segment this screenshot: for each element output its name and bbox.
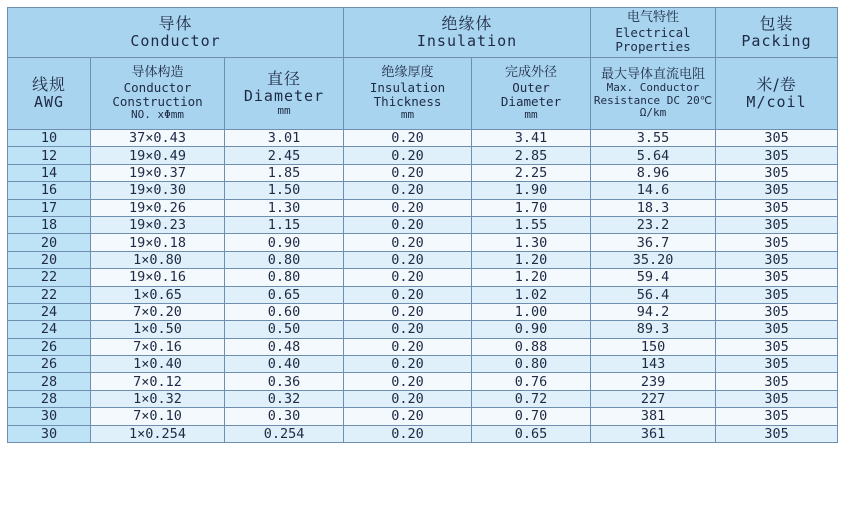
table-row bbox=[8, 373, 838, 390]
group-header-row bbox=[8, 8, 838, 58]
resistance-cell: 56.4 bbox=[591, 286, 716, 303]
thickness-en-2: Thickness bbox=[373, 93, 442, 109]
diameter-cell: 1.50 bbox=[225, 182, 344, 199]
coil-cell: 305 bbox=[716, 216, 838, 233]
thickness-cell: 0.20 bbox=[344, 303, 472, 320]
awg-cell: 30 bbox=[8, 425, 91, 442]
construction-cell: 19×0.18 bbox=[91, 234, 225, 251]
conductor-zh: 导体 bbox=[158, 14, 193, 34]
electrical-en-2: Properties bbox=[615, 38, 691, 54]
column-header-row bbox=[8, 58, 838, 130]
outer-diameter-cell: 1.70 bbox=[472, 199, 591, 216]
resistance-cell: 14.6 bbox=[591, 182, 716, 199]
thickness-en-1: Insulation bbox=[369, 79, 446, 95]
table-row bbox=[8, 303, 838, 320]
thickness-cell: 0.20 bbox=[344, 216, 472, 233]
resistance-cell: 8.96 bbox=[591, 164, 716, 181]
diameter-cell: 0.254 bbox=[225, 425, 344, 442]
resistance-cell: 381 bbox=[591, 408, 716, 425]
outer-en-2: Diameter bbox=[500, 93, 562, 109]
outer-diameter-cell: 1.20 bbox=[472, 251, 591, 268]
spec-table-container bbox=[7, 7, 837, 443]
construction-cell: 37×0.43 bbox=[91, 130, 225, 147]
diameter-en: Diameter bbox=[243, 86, 325, 105]
outer-diameter-header bbox=[472, 58, 591, 130]
table-row bbox=[8, 130, 838, 147]
construction-header bbox=[91, 58, 225, 130]
diameter-cell: 0.32 bbox=[225, 390, 344, 407]
outer-diameter-cell: 3.41 bbox=[472, 130, 591, 147]
outer-diameter-cell: 1.30 bbox=[472, 234, 591, 251]
coil-cell: 305 bbox=[716, 251, 838, 268]
diameter-cell: 1.30 bbox=[225, 199, 344, 216]
thickness-cell: 0.20 bbox=[344, 425, 472, 442]
awg-cell: 30 bbox=[8, 408, 91, 425]
construction-en-1: Conductor bbox=[123, 79, 192, 95]
wire-spec-table bbox=[7, 7, 838, 443]
resistance-en-1: Max. Conductor bbox=[606, 81, 700, 95]
diameter-cell: 0.80 bbox=[225, 251, 344, 268]
coil-cell: 305 bbox=[716, 373, 838, 390]
diameter-cell: 0.90 bbox=[225, 234, 344, 251]
thickness-cell: 0.20 bbox=[344, 234, 472, 251]
outer-zh: 完成外径 bbox=[505, 65, 558, 81]
table-row bbox=[8, 408, 838, 425]
coil-header bbox=[716, 58, 838, 130]
construction-cell: 7×0.20 bbox=[91, 303, 225, 320]
construction-cell: 7×0.12 bbox=[91, 373, 225, 390]
coil-cell: 305 bbox=[716, 286, 838, 303]
outer-diameter-cell: 1.02 bbox=[472, 286, 591, 303]
coil-cell: 305 bbox=[716, 321, 838, 338]
thickness-cell: 0.20 bbox=[344, 199, 472, 216]
outer-diameter-cell: 1.55 bbox=[472, 216, 591, 233]
diameter-cell: 1.15 bbox=[225, 216, 344, 233]
coil-cell: 305 bbox=[716, 303, 838, 320]
construction-cell: 7×0.16 bbox=[91, 338, 225, 355]
construction-cell: 1×0.40 bbox=[91, 356, 225, 373]
resistance-zh: 最大导体直流电阻 bbox=[601, 66, 706, 82]
construction-cell: 7×0.10 bbox=[91, 408, 225, 425]
thickness-cell: 0.20 bbox=[344, 130, 472, 147]
conductor-group-header bbox=[8, 8, 344, 58]
coil-cell: 305 bbox=[716, 356, 838, 373]
thickness-cell: 0.20 bbox=[344, 390, 472, 407]
outer-diameter-cell: 1.20 bbox=[472, 269, 591, 286]
construction-cell: 19×0.23 bbox=[91, 216, 225, 233]
resistance-cell: 23.2 bbox=[591, 216, 716, 233]
table-row bbox=[8, 164, 838, 181]
table-row bbox=[8, 356, 838, 373]
coil-cell: 305 bbox=[716, 234, 838, 251]
awg-cell: 24 bbox=[8, 321, 91, 338]
packing-zh: 包装 bbox=[759, 14, 794, 34]
outer-diameter-cell: 2.85 bbox=[472, 147, 591, 164]
resistance-cell: 150 bbox=[591, 338, 716, 355]
outer-diameter-cell: 0.88 bbox=[472, 338, 591, 355]
coil-cell: 305 bbox=[716, 182, 838, 199]
outer-diameter-cell: 1.00 bbox=[472, 303, 591, 320]
thickness-cell: 0.20 bbox=[344, 286, 472, 303]
awg-cell: 24 bbox=[8, 303, 91, 320]
packing-group-header bbox=[716, 8, 838, 58]
construction-cell: 19×0.30 bbox=[91, 182, 225, 199]
diameter-cell: 0.65 bbox=[225, 286, 344, 303]
thickness-cell: 0.20 bbox=[344, 321, 472, 338]
resistance-cell: 239 bbox=[591, 373, 716, 390]
thickness-cell: 0.20 bbox=[344, 269, 472, 286]
coil-cell: 305 bbox=[716, 408, 838, 425]
construction-zh: 导体构造 bbox=[131, 65, 184, 81]
thickness-unit: mm bbox=[400, 107, 415, 121]
outer-unit: mm bbox=[524, 107, 538, 121]
table-row bbox=[8, 182, 838, 199]
outer-diameter-cell: 0.90 bbox=[472, 321, 591, 338]
construction-cell: 19×0.49 bbox=[91, 147, 225, 164]
awg-cell: 16 bbox=[8, 182, 91, 199]
awg-header bbox=[8, 58, 91, 130]
awg-cell: 26 bbox=[8, 356, 91, 373]
diameter-cell: 1.85 bbox=[225, 164, 344, 181]
table-row bbox=[8, 251, 838, 268]
outer-diameter-cell: 0.70 bbox=[472, 408, 591, 425]
diameter-cell: 0.80 bbox=[225, 269, 344, 286]
resistance-cell: 5.64 bbox=[591, 147, 716, 164]
awg-cell: 22 bbox=[8, 269, 91, 286]
electrical-en-1: Electrical bbox=[615, 24, 691, 40]
thickness-cell: 0.20 bbox=[344, 251, 472, 268]
table-row bbox=[8, 338, 838, 355]
resistance-cell: 36.7 bbox=[591, 234, 716, 251]
construction-cell: 19×0.37 bbox=[91, 164, 225, 181]
diameter-cell: 2.45 bbox=[225, 147, 344, 164]
thickness-cell: 0.20 bbox=[344, 164, 472, 181]
coil-cell: 305 bbox=[716, 425, 838, 442]
coil-cell: 305 bbox=[716, 390, 838, 407]
table-row bbox=[8, 286, 838, 303]
packing-en: Packing bbox=[741, 32, 812, 51]
diameter-cell: 0.60 bbox=[225, 303, 344, 320]
construction-cell: 19×0.16 bbox=[91, 269, 225, 286]
electrical-group-header bbox=[591, 8, 716, 58]
resistance-cell: 361 bbox=[591, 425, 716, 442]
table-row bbox=[8, 390, 838, 407]
diameter-cell: 3.01 bbox=[225, 130, 344, 147]
awg-cell: 20 bbox=[8, 234, 91, 251]
coil-cell: 305 bbox=[716, 164, 838, 181]
thickness-cell: 0.20 bbox=[344, 147, 472, 164]
construction-en-2: Construction bbox=[112, 93, 203, 109]
resistance-unit: Ω/km bbox=[639, 105, 667, 119]
resistance-en-2: Resistance DC 20℃ bbox=[593, 93, 713, 107]
thickness-cell: 0.20 bbox=[344, 182, 472, 199]
thickness-header bbox=[344, 58, 472, 130]
outer-en-1: Outer bbox=[512, 79, 550, 95]
resistance-cell: 227 bbox=[591, 390, 716, 407]
awg-cell: 14 bbox=[8, 164, 91, 181]
outer-diameter-cell: 0.80 bbox=[472, 356, 591, 373]
conductor-en: Conductor bbox=[130, 32, 221, 51]
coil-zh: 米/卷 bbox=[756, 75, 797, 95]
awg-cell: 26 bbox=[8, 338, 91, 355]
coil-cell: 305 bbox=[716, 338, 838, 355]
resistance-cell: 94.2 bbox=[591, 303, 716, 320]
awg-cell: 20 bbox=[8, 251, 91, 268]
thickness-cell: 0.20 bbox=[344, 356, 472, 373]
thickness-cell: 0.20 bbox=[344, 408, 472, 425]
insulation-en: Insulation bbox=[416, 32, 518, 51]
diameter-zh: 直径 bbox=[267, 68, 302, 88]
resistance-header bbox=[591, 58, 716, 130]
resistance-cell: 59.4 bbox=[591, 269, 716, 286]
outer-diameter-cell: 2.25 bbox=[472, 164, 591, 181]
insulation-zh: 绝缘体 bbox=[441, 14, 493, 34]
resistance-cell: 18.3 bbox=[591, 199, 716, 216]
diameter-unit: mm bbox=[277, 103, 291, 117]
thickness-zh: 绝缘厚度 bbox=[381, 65, 434, 81]
construction-cell: 19×0.26 bbox=[91, 199, 225, 216]
construction-unit: NO. xΦmm bbox=[131, 107, 184, 121]
thickness-cell: 0.20 bbox=[344, 373, 472, 390]
outer-diameter-cell: 0.76 bbox=[472, 373, 591, 390]
awg-zh: 线规 bbox=[31, 75, 66, 95]
awg-cell: 17 bbox=[8, 199, 91, 216]
coil-cell: 305 bbox=[716, 199, 838, 216]
table-row bbox=[8, 216, 838, 233]
construction-cell: 1×0.32 bbox=[91, 390, 225, 407]
awg-en: AWG bbox=[33, 93, 65, 112]
coil-en: M/coil bbox=[746, 93, 807, 112]
insulation-group-header bbox=[344, 8, 591, 58]
thickness-cell: 0.20 bbox=[344, 338, 472, 355]
resistance-cell: 35.20 bbox=[591, 251, 716, 268]
awg-cell: 18 bbox=[8, 216, 91, 233]
diameter-cell: 0.30 bbox=[225, 408, 344, 425]
table-row bbox=[8, 321, 838, 338]
electrical-zh: 电气特性 bbox=[627, 10, 680, 26]
outer-diameter-cell: 0.72 bbox=[472, 390, 591, 407]
construction-cell: 1×0.65 bbox=[91, 286, 225, 303]
construction-cell: 1×0.50 bbox=[91, 321, 225, 338]
awg-cell: 10 bbox=[8, 130, 91, 147]
diameter-cell: 0.40 bbox=[225, 356, 344, 373]
table-row bbox=[8, 199, 838, 216]
outer-diameter-cell: 1.90 bbox=[472, 182, 591, 199]
construction-cell: 1×0.80 bbox=[91, 251, 225, 268]
diameter-cell: 0.36 bbox=[225, 373, 344, 390]
diameter-cell: 0.48 bbox=[225, 338, 344, 355]
coil-cell: 305 bbox=[716, 130, 838, 147]
coil-cell: 305 bbox=[716, 269, 838, 286]
awg-cell: 28 bbox=[8, 373, 91, 390]
diameter-cell: 0.50 bbox=[225, 321, 344, 338]
spec-table-body bbox=[8, 130, 838, 443]
outer-diameter-cell: 0.65 bbox=[472, 425, 591, 442]
resistance-cell: 3.55 bbox=[591, 130, 716, 147]
table-row bbox=[8, 269, 838, 286]
awg-cell: 28 bbox=[8, 390, 91, 407]
awg-cell: 12 bbox=[8, 147, 91, 164]
construction-cell: 1×0.254 bbox=[91, 425, 225, 442]
resistance-cell: 89.3 bbox=[591, 321, 716, 338]
table-row bbox=[8, 147, 838, 164]
table-row bbox=[8, 234, 838, 251]
diameter-header bbox=[225, 58, 344, 130]
table-row bbox=[8, 425, 838, 442]
awg-cell: 22 bbox=[8, 286, 91, 303]
resistance-cell: 143 bbox=[591, 356, 716, 373]
coil-cell: 305 bbox=[716, 147, 838, 164]
